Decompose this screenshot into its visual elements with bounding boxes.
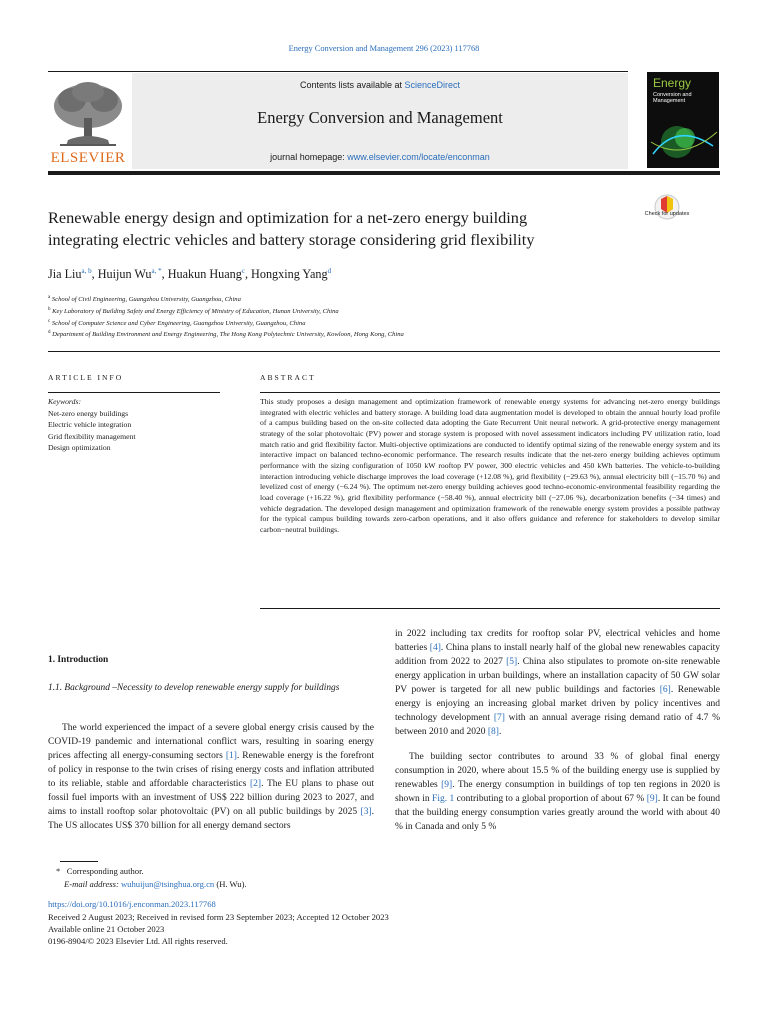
email-note: E-mail address: wuhuijun@tsinghua.org.cn (H. Wu). [64,879,247,889]
footnote-rule [60,861,98,862]
homepage-line: journal homepage: www.elsevier.com/locate/enconman [270,152,490,162]
citation-link[interactable]: [3] [360,806,372,817]
intro-paragraph-1: The world experienced the impact of a severe global energy crisis caused by the COVID-19 pandemic and international conflict wars, resulting in soaring energy prices affecting all energy-consuming sectors [1]. Renewable energy is the forefront of policy in response to the twin crises of rising energy costs and inflation attributed to its reliable, stable and affordable characteristics [2]. The EU plans to phase out fossil fuel imports with an investment of US$ 222 billion during 2023 to 2027, and aims to install rooftop solar photovoltaic (PV) on all public buildings by 2025 [3]. The US allocates US$ 370 billion for all energy demand sectors [48,723,374,831]
background-subheading: 1.1. Background –Necessity to develop renewable energy supply for buildings [48,683,340,693]
citation-link[interactable]: [9] [441,779,453,790]
journal-cover-image [647,72,719,168]
top-divider [48,71,628,72]
intro-paragraph-2: The building sector contributes to around 33 % of global final energy consumption in 2020, where about 15.5 % of the building energy use is supplied by renewables [9]. The energy consumption in buildings of top ten regions in 2020 is shown in Fig. 1 contributing to a global proportion of about 67 % [9]. It can be found that the building energy consumption varies greatly around the world with about 40 % in Canada and only 5 % [395,752,720,832]
author-name[interactable]: Huijun Wu [97,267,152,282]
citation-link[interactable]: [1] [225,750,237,761]
keyword-item: Net-zero energy buildings [48,408,129,418]
author-affiliation-marker[interactable]: a, b [81,267,92,275]
received-dates: Received 2 August 2023; Received in revised form 23 September 2023; Accepted 12 October 2023 [48,912,389,922]
intro-paragraph-1-continued: in 2022 including tax credits for rooftop solar PV, electrical vehicles and home batteries [4]. China plans to install nearly half of the global new renewables capacity addition from 2022 to 2027 [5]. China also stipulates to promote on-site renewable energy application in urban buildings, where an installation capacity of 50 GW solar PV power is targeted for all new public buildings and factories [6]. Renewable energy is enjoying an increasing global market driven by policy incentives and technology development [7] with an annual average rising demand ratio of 4.7 % between 2010 and 2020 [8]. [395,629,721,737]
keywords-block [48,396,220,454]
abstract-text: This study proposes a design management and optimization framework of renewable energy systems for advancing net-zero energy buildings integrated with electric vehicles and battery storage. A building load data augmentation model is developed to obtain the annual hourly load profile of a campus building based on the on-site collected data adopting the Gate Recurrent Unit neural network. A grid-protective energy management strategy of the solar photovoltaic (PV) power and storage system is proposed with novel assessment indicators including PV utilization ratio, load match ratio and grid flexibility factor. Multi-objective optimizations are conducted to identify optimal sizing of the renewable energy system and its interactive impact on balanced techno-economic performance. The research results indicate that the net-zero energy building achieves optimum performance with the sizing configuration of 1050 kW rooftop PV power, 300 electric vehicles and 450 kWh batteries. The vehicle-to-building interaction introducing vehicle discharge improves the load coverage (+12.08 %), grid flexibility (−29.63 %), annual electricity bill (−15.70 %) and levelized cost of energy (−6.24 %). The optimum net-zero energy building achieves good techno-economic-environmental feasibility regarding the load coverage (+16.22 %), grid flexibility performance (−58.40 %), annual electricity bill (−27.06 %), decarbonization benefits (−34 times) and vehicle degradation. The developed design management and optimization framework of the renewable energy system provides a possible pathway for the typical campus building towards zero-carbon operations, and it also offers guidance and reference for stakeholders to develop similar carbon−neutral buildings. [260,397,720,534]
journal-name: Energy Conversion and Management [257,108,503,127]
citation-link[interactable]: [9] [646,793,658,804]
contents-line: Contents lists available at ScienceDirect [299,80,461,90]
journal-reference-link[interactable]: Energy Conversion and Management 296 (2023) 117768 [288,44,480,53]
elsevier-wordmark: ELSEVIER [50,150,126,166]
cover-subtitle: Conversion and Management [653,92,692,104]
affiliation-divider [48,351,720,352]
abstract-heading: ABSTRACT [260,373,316,382]
keyword-item: Grid flexibility management [48,431,136,441]
keywords-list [48,408,220,454]
article-info-rule [48,392,220,393]
author-name[interactable]: Huakun Huang [167,267,242,282]
cover-title: Energy [653,76,692,90]
article-title: Renewable energy design and optimization for a net-zero energy building integrating electric vehicles and battery storage considering grid flexibility [48,208,535,249]
citation-link[interactable]: [7] [493,712,505,723]
email-link[interactable]: wuhuijun@tsinghua.org.cn [120,879,215,889]
keyword-item: Electric vehicle integration [48,420,132,429]
citation-link[interactable]: Fig. 1 [432,793,455,804]
cover-graphic [647,112,719,168]
abstract-bottom-rule [260,608,720,609]
copyright-line: 0196-8904/© 2023 Elsevier Ltd. All rights reserved. [48,936,228,946]
citation-link[interactable]: [5] [506,656,518,667]
citation-link[interactable]: [2] [250,778,262,789]
introduction-heading: 1. Introduction [48,655,109,665]
affiliation-c: $^c$ School of Computer Science and Cyber Engineering, Guangzhou University, Guangzhou, China [48,319,306,328]
keywords-label: Keywords: [48,397,82,406]
keyword-item: Design optimization [48,443,111,452]
affiliation-a: $^a$ School of Civil Engineering, Guangzhou University, Guangzhou, China [48,295,241,304]
journal-homepage-link[interactable]: www.elsevier.com/locate/enconman [347,152,490,162]
author-list: Jia Liu$^{a, b}$, Huijun $Wu^{a, *}$, Huakun Huang$^c$, Hongxing Yang$^d$ [48,267,332,282]
citation-link[interactable]: [6] [659,684,671,695]
sciencedirect-link[interactable]: ScienceDirect [404,80,461,90]
author-affiliation-marker[interactable]: c [241,267,245,275]
affiliation-b: $^b$ Key Laboratory of Building Safety and Energy Efficiency of Ministry of Education, Hunan University, China [48,307,339,316]
available-online-date: Available online 21 October 2023 [48,924,165,934]
header-bottom-rule [48,171,720,175]
affiliation-d: $^d$ Department of Building Environment and Energy Engineering, The Hong Kong Polytechnic University, Kowloon, Hong Kong, China [48,330,404,339]
author-name[interactable]: Hongxing Yang [251,267,328,282]
doi-link[interactable]: https://doi.org/10.1016/j.enconman.2023.117768 [48,899,216,909]
check-for-updates-label[interactable]: Check for updates [644,211,690,217]
article-info-heading: ARTICLE INFO [48,373,124,382]
citation-link[interactable]: [8] [487,726,499,737]
citation-link[interactable]: [4] [429,642,441,653]
author-affiliation-marker[interactable]: d [327,267,332,275]
corresponding-author-note: * Corresponding author. [56,866,144,876]
author-name[interactable]: Jia Liu [48,267,82,282]
author-affiliation-marker[interactable]: a, * [151,267,162,275]
abstract-rule [260,392,720,393]
